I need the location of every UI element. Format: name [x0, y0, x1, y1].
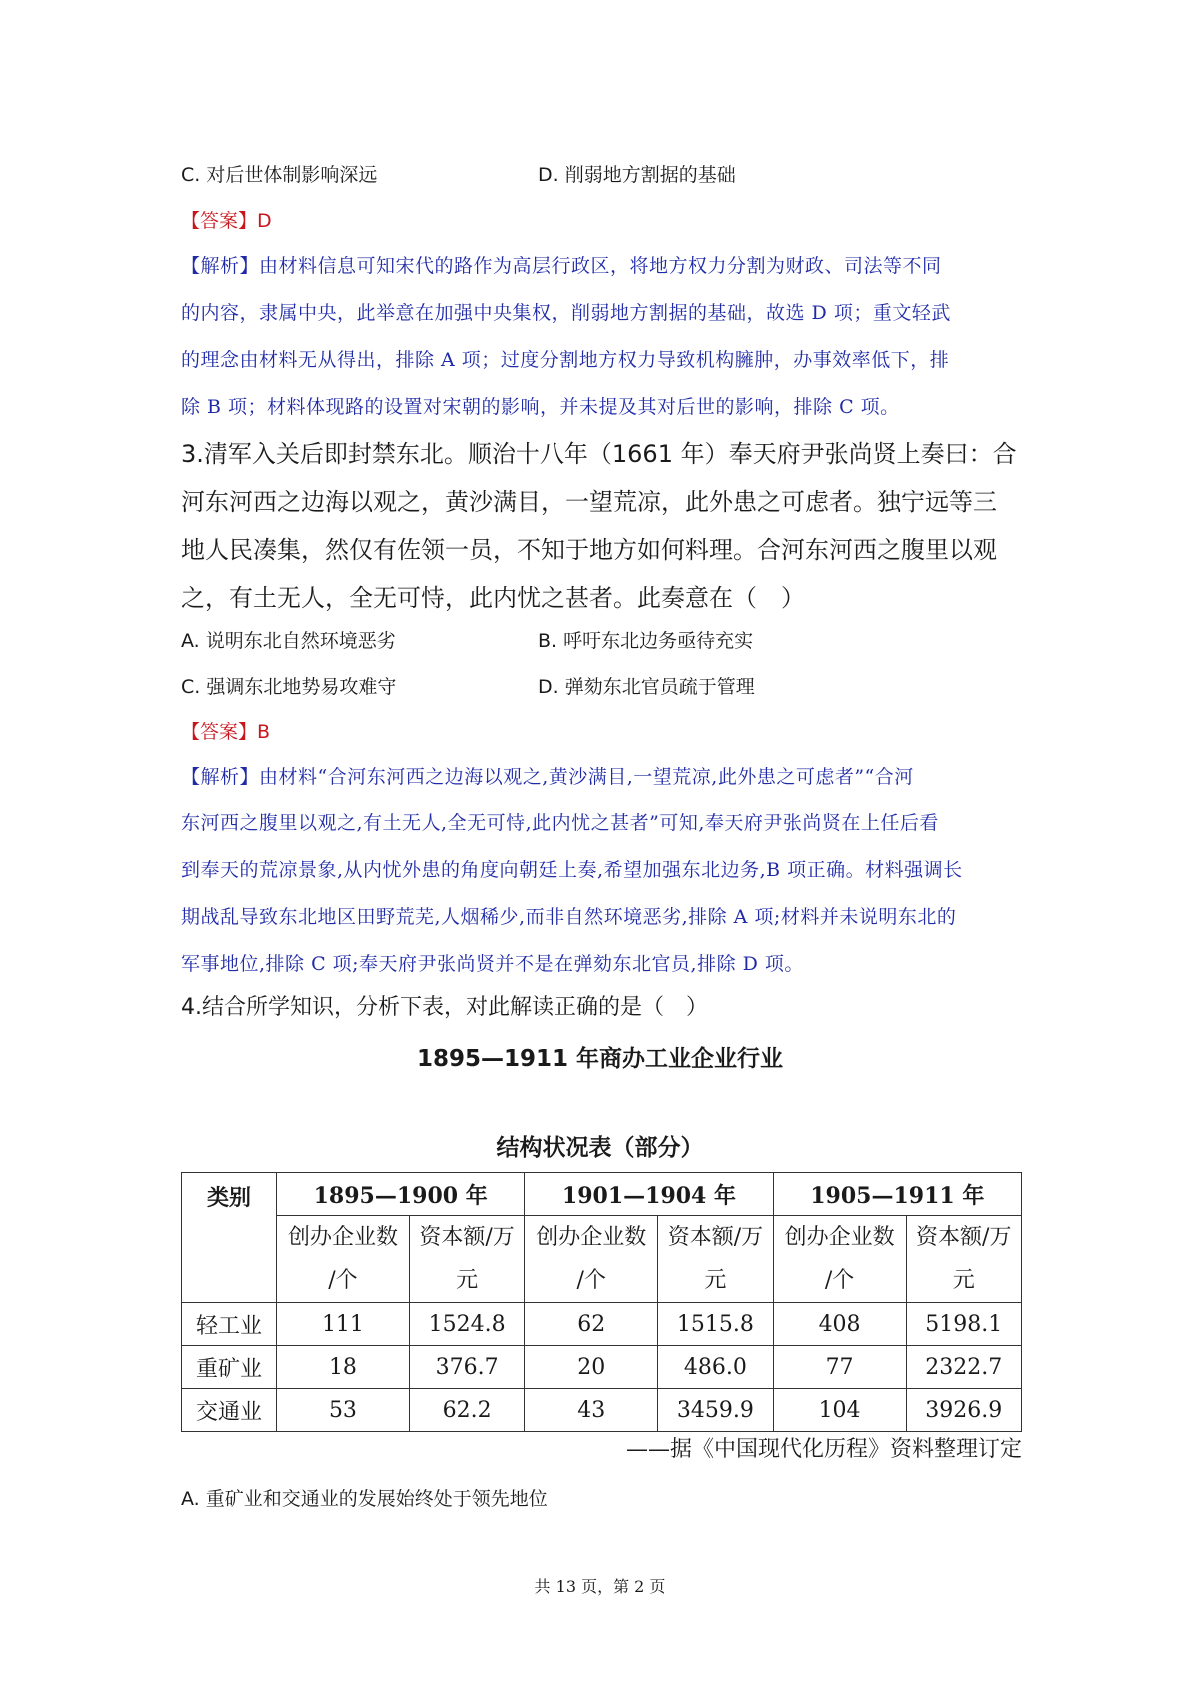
table-title-line-2: 结构状况表（部分）: [496, 1135, 704, 1161]
sub-header-count: 创办企业数 /个: [773, 1216, 906, 1303]
q4-option-a: A. 重矿业和交通业的发展始终处于领先地位: [181, 1488, 548, 1510]
row-category: 重矿业: [182, 1346, 277, 1389]
q3-stem-line: 之，有土无人，全无可恃，此内忧之甚者。此奏意在（ ）: [181, 584, 805, 612]
q3-analysis-line: 期战乱导致东北地区田野荒芜,人烟稀少,而非自然环境恶劣,排除 A 项;材料并未说明东北的: [181, 906, 957, 928]
table-cell: 486.0: [658, 1346, 773, 1389]
table-cell: 20: [525, 1346, 658, 1389]
row-category: 轻工业: [182, 1303, 277, 1346]
q3-answer: 【答案】B: [181, 721, 271, 743]
industry-structure-table: [181, 1172, 1022, 1432]
table-cell: 1515.8: [658, 1303, 773, 1346]
q3-analysis-line: 【解析】由材料“合河东河西之边海以观之,黄沙满目,一望荒凉,此外患之可虑者”“合河: [181, 766, 914, 788]
table-cell: 62.2: [409, 1389, 524, 1432]
period-header: 1905—1911 年: [773, 1173, 1021, 1216]
table-cell: 2322.7: [906, 1346, 1021, 1389]
page-footer: 共 13 页，第 2 页: [534, 1577, 666, 1596]
q2-analysis-line: 除 B 项；材料体现路的设置对宋朝的影响，并未提及其对后世的影响，排除 C 项。: [181, 396, 900, 418]
q2-option-c: C. 对后世体制影响深远: [181, 164, 378, 186]
q3-option-d: D. 弹劾东北官员疏于管理: [538, 676, 755, 698]
q2-answer: 【答案】D: [181, 210, 272, 232]
q3-analysis-line: 东河西之腹里以观之,有土无人,全无可恃,此内忧之甚者”可知,奉天府尹张尚贤在上任后看: [181, 812, 939, 834]
q3-analysis-line: 到奉天的荒凉景象,从内忧外患的角度向朝廷上奏,希望加强东北边务,B 项正确。材料强调长: [181, 859, 963, 881]
table-row: [182, 1389, 1022, 1432]
sub-header-capital: 资本额/万 元: [658, 1216, 773, 1303]
q2-analysis-line: 【解析】由材料信息可知宋代的路作为高层行政区，将地方权力分割为财政、司法等不同: [181, 255, 942, 277]
q3-stem-line: 地人民凑集，然仅有佐领一员，不知于地方如何料理。合河东河西之腹里以观: [181, 536, 997, 564]
table-cell: 1524.8: [409, 1303, 524, 1346]
period-header: 1895—1900 年: [277, 1173, 525, 1216]
table-cell: 62: [525, 1303, 658, 1346]
q2-option-d: D. 削弱地方割据的基础: [538, 164, 736, 186]
sub-header-count: 创办企业数 /个: [277, 1216, 410, 1303]
table-cell: 53: [277, 1389, 410, 1432]
q3-option-c: C. 强调东北地势易攻难守: [181, 676, 397, 698]
sub-header-count: 创办企业数 /个: [525, 1216, 658, 1303]
table-cell: 5198.1: [906, 1303, 1021, 1346]
q3-option-b: B. 呼吁东北边务亟待充实: [538, 630, 754, 652]
row-category: 交通业: [182, 1389, 277, 1432]
q3-stem-line: 河东河西之边海以观之，黄沙满目，一望荒凉，此外患之可虑者。独宁远等三: [181, 488, 997, 516]
table-cell: 111: [277, 1303, 410, 1346]
table-cell: 376.7: [409, 1346, 524, 1389]
table-row: [182, 1303, 1022, 1346]
q3-analysis-line: 军事地位,排除 C 项;奉天府尹张尚贤并不是在弹劾东北官员,排除 D 项。: [181, 953, 804, 975]
table-source: ——据《中国现代化历程》资料整理订定: [625, 1437, 1022, 1462]
q3-option-a: A. 说明东北自然环境恶劣: [181, 630, 396, 652]
table-title-line-1: 1895—1911 年商办工业企业行业: [416, 1046, 784, 1072]
q4-stem: 4.结合所学知识，分析下表，对此解读正确的是（ ）: [181, 995, 708, 1020]
q2-analysis-line: 的理念由材料无从得出，排除 A 项；过度分割地方权力导致机构臃肿，办事效率低下，排: [181, 349, 950, 371]
table-cell: 408: [773, 1303, 906, 1346]
table-cell: 18: [277, 1346, 410, 1389]
table-cell: 77: [773, 1346, 906, 1389]
table-cell: 3926.9: [906, 1389, 1021, 1432]
table-cell: 43: [525, 1389, 658, 1432]
q2-analysis-line: 的内容，隶属中央，此举意在加强中央集权，削弱地方割据的基础，故选 D 项；重文轻武: [181, 302, 951, 324]
sub-header-capital: 资本额/万 元: [409, 1216, 524, 1303]
table-cell: 3459.9: [658, 1389, 773, 1432]
q3-stem-line: 3.清军入关后即封禁东北。顺治十八年（1661 年）奉天府尹张尚贤上奏曰：合: [181, 440, 1017, 468]
table-cell: 104: [773, 1389, 906, 1432]
table-row: [182, 1346, 1022, 1389]
period-header: 1901—1904 年: [525, 1173, 773, 1216]
sub-header-capital: 资本额/万 元: [906, 1216, 1021, 1303]
category-header: 类别: [182, 1173, 277, 1303]
